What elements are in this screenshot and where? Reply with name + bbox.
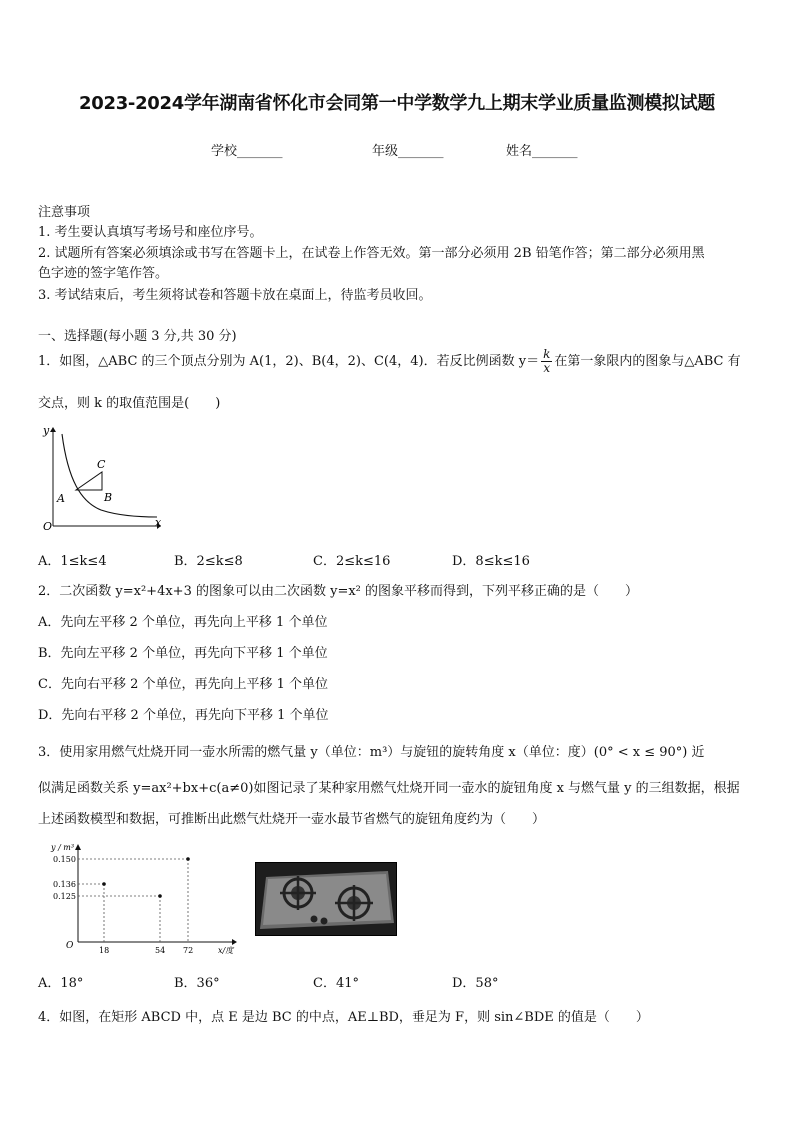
notice-item: 色字迹的签字笔作答。 [38,266,169,281]
option-d: D．先向右平移 2 个单位，再先向下平移 1 个单位 [38,708,329,723]
option-c: C．2≤k≤16 [313,554,391,569]
option-b: B．2≤k≤8 [174,554,243,569]
fig3-xtick: 54 [155,946,166,955]
name-field: 姓名_______ [506,144,578,159]
fig1-origin-label: O [43,520,53,532]
fig1-point-c: C [97,458,106,471]
option-d: D．8≤k≤16 [452,554,530,569]
question-1-figure [35,422,165,532]
question-3-graph [40,838,240,956]
option-a: A．先向左平移 2 个单位，再先向上平移 1 个单位 [38,615,328,630]
school-field: 学校_______ [211,144,283,159]
question-3-text: 上述函数模型和数据，可推断出此燃气灶烧开一壶水最节省燃气的旋钮角度约为（ ） [38,812,546,827]
option-b: B．先向左平移 2 个单位，再先向下平移 1 个单位 [38,646,328,661]
fig3-ytick: 0.136 [53,880,76,889]
option-c: C．先向右平移 2 个单位，再先向上平移 1 个单位 [38,677,329,692]
gas-stove-icon [256,863,396,935]
notice-heading: 注意事项 [38,205,91,220]
fig3-ytick: 0.150 [53,855,76,864]
option-a: A．18° [38,976,84,991]
fig1-x-label: x [155,516,162,529]
fig3-y-label: y / m³ [51,843,75,852]
option-c: C．41° [313,976,359,991]
section-heading: 一、选择题(每小题 3 分,共 30 分) [38,329,237,344]
question-1-text-end: 交点，则 k 的取值范围是( ) [38,396,221,411]
option-b: B．36° [174,976,220,991]
fig3-x-label: x/度 [218,946,234,955]
question-4-text: 4．如图，在矩形 ABCD 中，点 E 是边 BC 的中点，AE⊥BD，垂足为 F，则 sin∠BDE 的值是（ ） [38,1010,649,1025]
notice-item: 2. 试题所有答案必须填涂或书写在答题卡上，在试卷上作答无效。第一部分必须用 2B 铅笔作答；第二部分必须用黑 [38,246,705,261]
page-title: 2023-2024学年湖南省怀化市会同第一中学数学九上期末学业质量监测模拟试题 [79,93,715,114]
grade-field: 年级_______ [372,144,444,159]
fig1-y-label: y [43,424,50,437]
question-1-text: 1．如图，△ABC 的三个顶点分别为 A(1，2)、B(4，2)、C(4，4)．若反比例函数 y＝ [38,354,540,369]
fig3-origin-label: O [66,941,74,951]
notice-item: 3. 考试结束后，考生须将试卷和答题卡放在桌面上，待监考员收回。 [38,288,432,303]
option-d: D．58° [452,976,499,991]
fig1-point-a: A [57,492,65,505]
fig3-xtick: 72 [183,946,194,955]
fraction-k-over-x: $\frac{k}{x}$ [543,347,551,375]
question-3-text: 似满足函数关系 y=ax²+bx+c(a≠0)如图记录了某种家用燃气灶烧开同一壶水的旋钮角度 x 与燃气量 y 的三组数据，根据 [38,781,740,796]
option-a: A．1≤k≤4 [38,554,107,569]
question-1-stem [38,348,741,375]
fig1-point-b: B [104,491,113,504]
fig3-xtick: 18 [99,946,110,955]
notice-item: 1. 考生要认真填写考场号和座位序号。 [38,225,263,240]
gas-stove-photo [255,862,397,936]
question-1-text-cont: 在第一象限内的图象与△ABC 有 [554,354,741,369]
question-2-text: 2．二次函数 y=x²+4x+3 的图象可以由二次函数 y=x² 的图象平移而得到，下列平移正确的是（ ） [38,584,639,599]
fig3-ytick: 0.125 [53,892,76,901]
question-3-text: 3．使用家用燃气灶烧开同一壶水所需的燃气量 y（单位：m³）与旋钮的旋转角度 x（单位：度）(0° < x ≤ 90°) 近 [38,745,705,760]
